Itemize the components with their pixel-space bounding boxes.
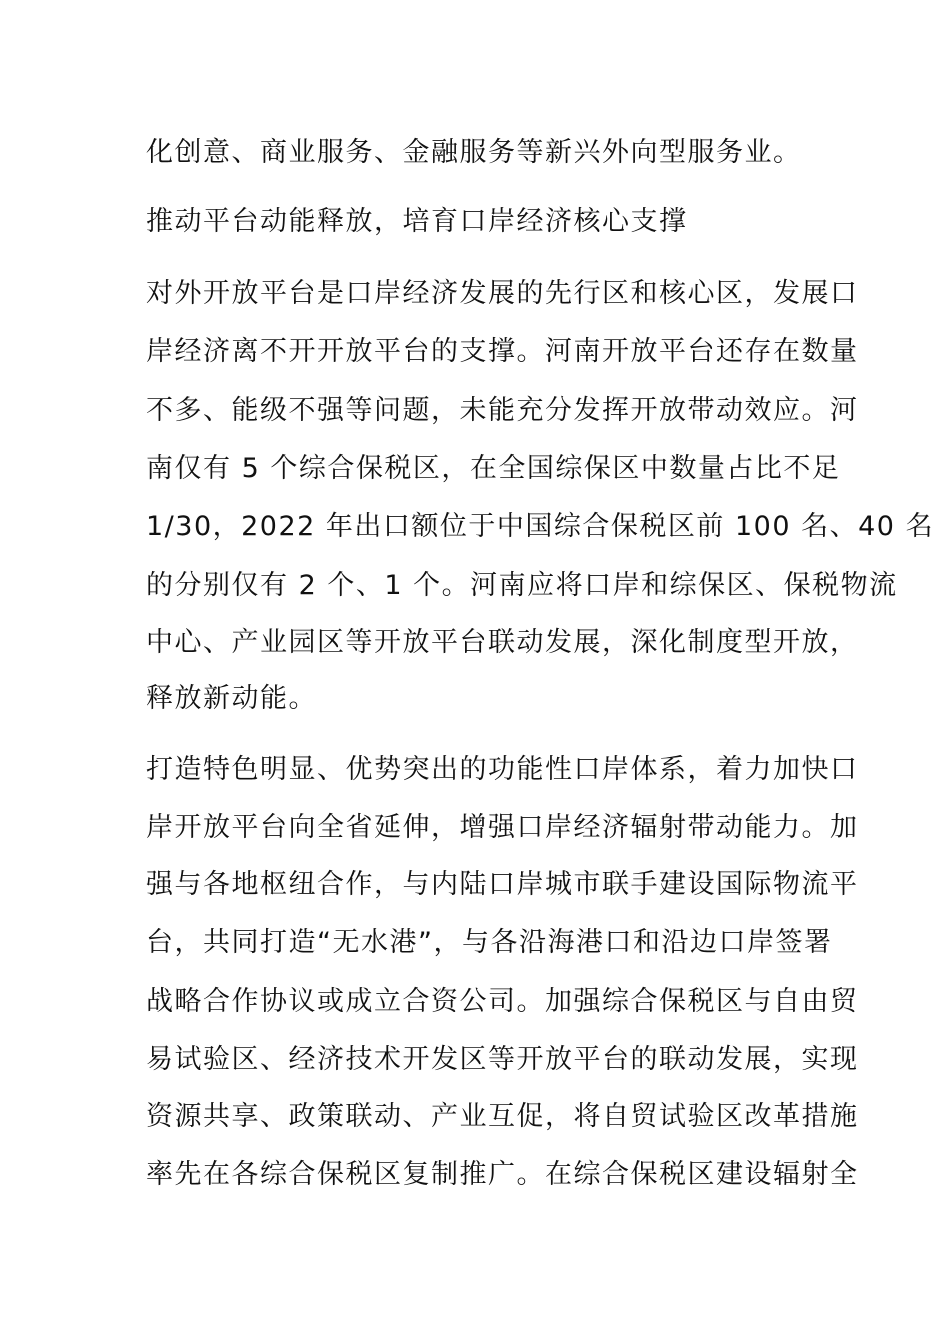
text-line: 资源共享、政策联动、产业互促，将自贸试验区改革措施 xyxy=(146,1101,859,1132)
text-line: 对外开放平台是口岸经济发展的先行区和核心区，发展口 xyxy=(146,278,859,309)
text-line: 台，共同打造“无水港”，与各沿海港口和沿边口岸签署 xyxy=(146,927,833,958)
text-line: 南仅有 5 个综合保税区，在全国综保区中数量占比不足 xyxy=(146,453,841,484)
text-line: 率先在各综合保税区复制推广。在综合保税区建设辐射全 xyxy=(146,1159,859,1190)
text-line: 易试验区、经济技术开发区等开放平台的联动发展，实现 xyxy=(146,1044,859,1075)
text-line: 化创意、商业服务、金融服务等新兴外向型服务业。 xyxy=(146,137,802,168)
section-heading: 推动平台动能释放，培育口岸经济核心支撑 xyxy=(146,206,688,237)
text-line: 岸经济离不开开放平台的支撑。河南开放平台还存在数量 xyxy=(146,336,859,367)
text-line: 中心、产业园区等开放平台联动发展，深化制度型开放， xyxy=(146,627,859,658)
text-line: 1/30，2022 年出口额位于中国综合保税区前 100 名、40 名 xyxy=(146,511,935,542)
text-line: 释放新动能。 xyxy=(146,683,317,714)
text-line: 不多、能级不强等问题，未能充分发挥开放带动效应。河 xyxy=(146,395,859,426)
text-line: 的分别仅有 2 个、1 个。河南应将口岸和综保区、保税物流 xyxy=(146,570,898,601)
text-line: 岸开放平台向全省延伸，增强口岸经济辐射带动能力。加 xyxy=(146,812,859,843)
text-line: 打造特色明显、优势突出的功能性口岸体系，着力加快口 xyxy=(146,754,859,785)
text-line: 强与各地枢纽合作，与内陆口岸城市联手建设国际物流平 xyxy=(146,869,859,900)
text-line: 战略合作协议或成立合资公司。加强综合保税区与自由贸 xyxy=(146,986,859,1017)
